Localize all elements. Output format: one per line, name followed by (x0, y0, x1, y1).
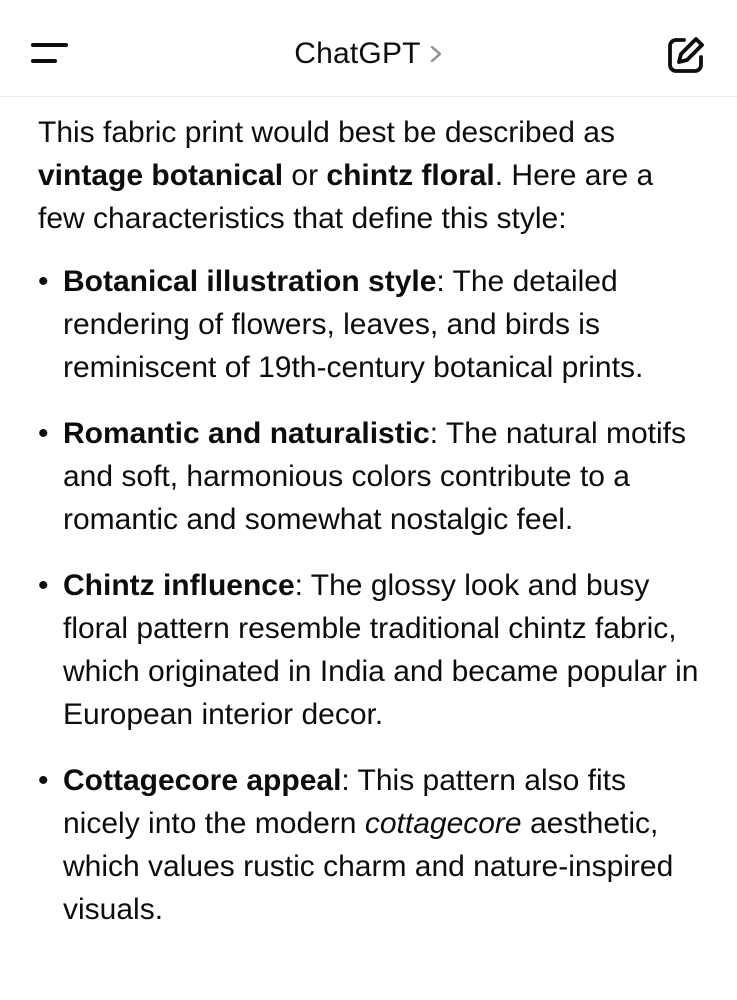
assistant-message (38, 111, 706, 954)
list-item-text: aesthetic, which values rustic charm and nature-inspired visuals. (63, 807, 674, 926)
bullet-icon: • (38, 417, 49, 450)
intro-text: or (283, 159, 327, 192)
list-item-text: : The detailed rendering of flowers, leaves, and birds is reminiscent of 19th-century botanical prints. (63, 265, 644, 384)
intro-paragraph (38, 111, 706, 240)
list-item (38, 412, 706, 541)
chevron-right-icon (429, 43, 443, 65)
list-item-text: : The natural motifs and soft, harmonious colors contribute to a romantic and somewhat nostalgic feel. (63, 417, 686, 536)
list-item (38, 260, 706, 389)
style-term-vintage-botanical: vintage botanical (38, 159, 284, 192)
list-item (38, 564, 706, 736)
list-item-title: Romantic and naturalistic (63, 417, 430, 450)
emphasis-cottagecore: cottagecore (364, 807, 522, 840)
new-chat-pencil-icon[interactable] (665, 34, 707, 76)
list-item-text: : This pattern also fits nicely into the modern (63, 764, 626, 840)
list-item-title: Chintz influence (63, 569, 295, 602)
style-term-chintz-floral: chintz floral (326, 159, 495, 192)
top-bar (0, 0, 737, 97)
list-item-text: : The glossy look and busy floral pattern resemble traditional chintz fabric, which originated in India and became popular in European interior decor. (63, 569, 699, 731)
bullet-icon: • (38, 265, 49, 298)
intro-text: . Here are a few characteristics that define this style: (38, 159, 654, 235)
intro-text: This fabric print would best be described as (38, 116, 615, 149)
title-area (0, 34, 737, 74)
characteristics-list (38, 260, 706, 931)
list-item-title: Cottagecore appeal (63, 764, 342, 797)
list-item (38, 759, 706, 931)
model-selector[interactable] (294, 34, 442, 74)
list-item-title: Botanical illustration style (63, 265, 437, 298)
app-title: ChatGPT (294, 37, 421, 70)
bullet-icon: • (38, 569, 49, 602)
bullet-icon: • (38, 764, 49, 797)
